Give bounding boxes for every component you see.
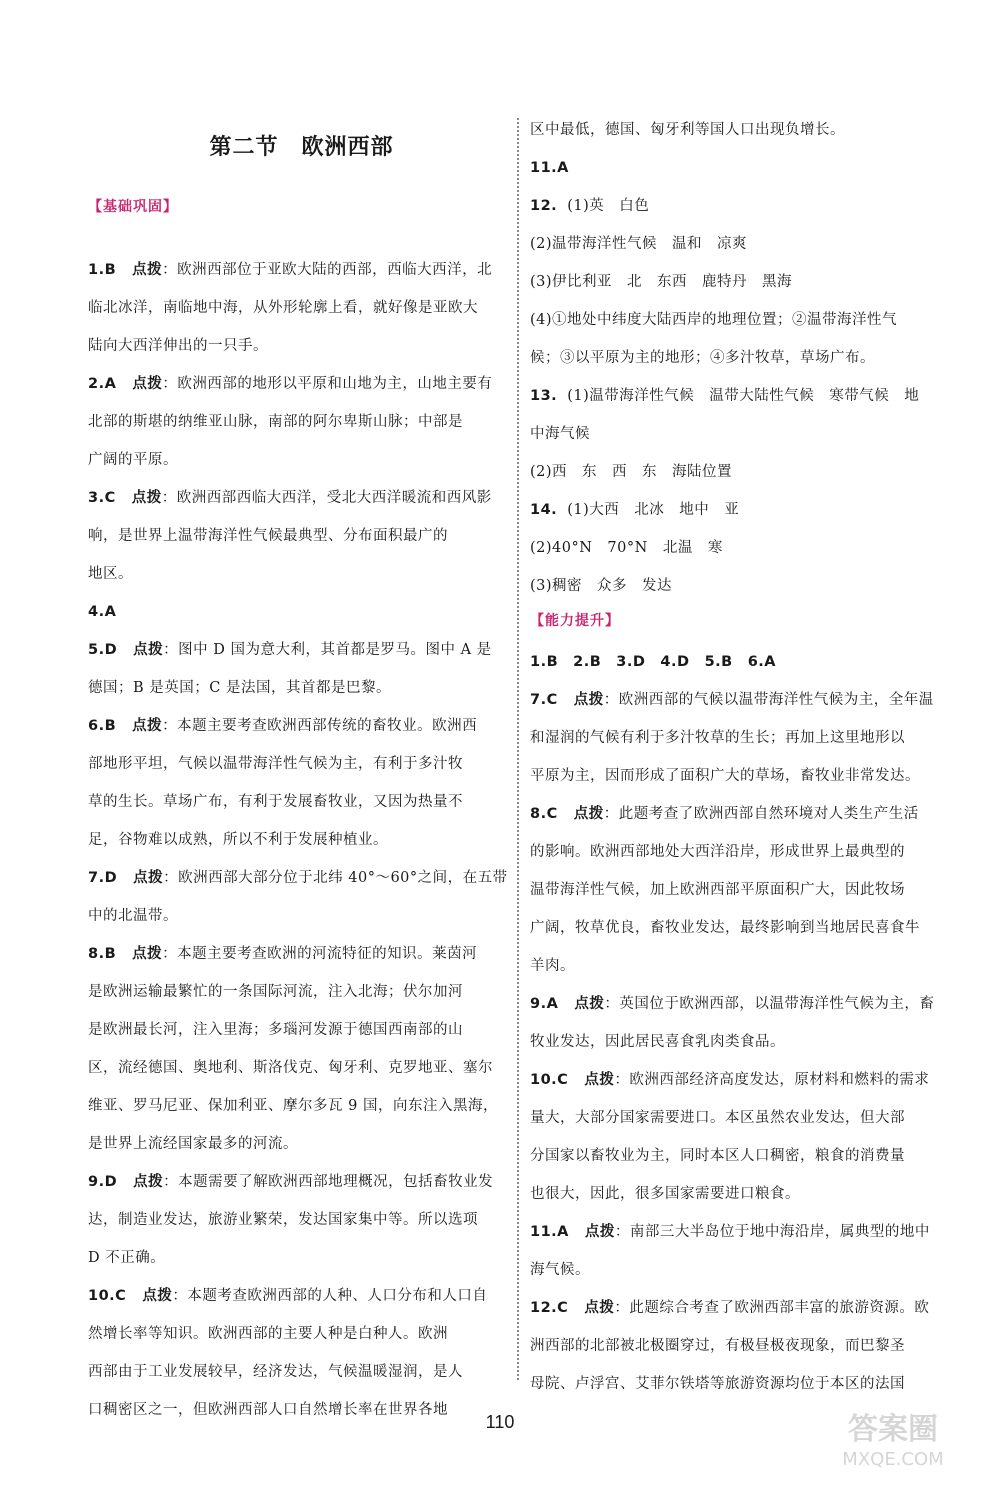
line-text: 分国家以畜牧业为主，同时本区人口稠密，粮食的消费量	[530, 1148, 905, 1164]
hint-label: 点拨	[132, 718, 163, 734]
question-number: 11.A	[530, 160, 569, 176]
hint-label: 点拨	[584, 1300, 615, 1316]
text-line	[530, 1222, 930, 1242]
text-line	[88, 830, 388, 850]
text-line	[530, 386, 919, 406]
line-text: (1)温带海洋性气候 温带大陆性气候 寒带气候 地	[567, 388, 920, 404]
line-text: 是世界上流经国家最多的河流。	[88, 1136, 298, 1152]
line-text: D 不正确。	[88, 1250, 166, 1266]
question-number: 7.D	[88, 870, 118, 886]
text-line	[530, 1374, 905, 1394]
line-text: (1)英 白色	[567, 198, 650, 214]
watermark-main: 答案圈	[848, 1412, 938, 1447]
line-text: (4)①地处中纬度大陆西岸的地理位置；②温带海洋性气	[530, 312, 898, 328]
text-line	[88, 716, 477, 736]
page-title: 第二节 欧洲西部	[209, 134, 394, 160]
text-line	[88, 298, 478, 318]
text-line	[530, 690, 934, 710]
watermark-logo	[805, 1403, 980, 1473]
line-text: 临北冰洋，南临地中海，从外形轮廓上看，就好像是亚欧大	[88, 300, 478, 316]
question-number: 7.C	[530, 692, 558, 708]
line-text: 候；③以平原为主的地形；④多汁牧草，草场广布。	[530, 350, 875, 366]
line-text: (3)稠密 众多 发达	[530, 578, 673, 594]
hint-label: 点拨	[584, 1072, 615, 1088]
line-text: 草的生长。草场广布，有利于发展畜牧业，又因为热量不	[88, 794, 463, 810]
question-number: 8.B	[88, 946, 117, 962]
text-line	[530, 576, 672, 596]
text-line	[88, 1210, 478, 1230]
text-line	[88, 1058, 493, 1078]
hint-label: 点拨	[584, 1224, 615, 1240]
line-text: 量大，大部分国家需要进口。本区虽然农业发达，但大部	[530, 1110, 905, 1126]
line-text: ：图中 D 国为意大利，其首都是罗马。图中 A 是	[163, 642, 492, 658]
line-text: 响，是世界上温带海洋性气候最典型、分布面积最广的	[88, 528, 448, 544]
text-line	[88, 1134, 298, 1154]
question-number: 6.B	[88, 718, 117, 734]
text-line	[88, 982, 463, 1002]
text-line	[88, 1248, 165, 1268]
line-text: (2)40°N 70°N 北温 寒	[530, 540, 723, 556]
text-line	[530, 462, 732, 482]
line-text: 口稠密区之一，但欧洲西部人口自然增长率在世界各地	[88, 1402, 448, 1418]
watermark-url: MXQE.COM	[842, 1449, 944, 1470]
text-line	[88, 564, 133, 584]
line-text: ：欧洲西部西临大西洋，受北大西洋暖流和西风影	[161, 490, 492, 506]
text-line	[530, 1260, 590, 1280]
line-text: 温带海洋性气候，加上欧洲西部平原面积广大，因此牧场	[530, 882, 905, 898]
text-line	[530, 1298, 929, 1318]
text-line	[530, 652, 776, 672]
question-number: 13.	[530, 388, 558, 404]
line-text: 中的北温带。	[88, 908, 178, 924]
question-number: 12.	[530, 198, 558, 214]
text-line	[88, 868, 508, 888]
page-number: 110	[485, 1412, 515, 1432]
question-number: 4.A	[88, 604, 117, 620]
hint-label: 点拨	[132, 946, 163, 962]
line-text: 西部由于工业发展较早，经济发达，气候温暖湿润，是人	[88, 1364, 463, 1380]
section-tag-advanced: 【能力提升】	[530, 613, 620, 629]
line-text: ：欧洲西部的地形以平原和山地为主，山地主要有	[162, 376, 493, 392]
question-number: 5.D	[88, 642, 118, 658]
text-line	[530, 804, 919, 824]
text-line	[88, 906, 178, 926]
line-text: (2)温带海洋性气候 温和 凉爽	[530, 236, 748, 252]
line-text: 维亚、罗马尼亚、保加利亚、摩尔多瓦 9 国，向东注入黑海，	[88, 1098, 498, 1114]
text-line	[530, 538, 723, 558]
line-text: 区中最低，德国、匈牙利等国人口出现负增长。	[530, 122, 845, 138]
text-line	[530, 1336, 905, 1356]
text-line	[530, 1146, 905, 1166]
hint-label: 点拨	[133, 1174, 164, 1190]
column-divider	[517, 118, 519, 1380]
text-line	[88, 944, 477, 964]
line-text: (2)西 东 西 东 海陆位置	[530, 464, 733, 480]
question-number: 12.C	[530, 1300, 569, 1316]
line-text: 北部的斯堪的纳维亚山脉，南部的阿尔卑斯山脉；中部是	[88, 414, 463, 430]
line-text: ：本题主要考查欧洲西部传统的畜牧业。欧洲西	[162, 718, 478, 734]
line-text: 也很大，因此，很多国家需要进口粮食。	[530, 1186, 800, 1202]
text-line	[88, 1020, 463, 1040]
line-text: 广阔，牧草优良，畜牧业发达，最终影响到当地居民喜食牛	[530, 920, 920, 936]
text-line	[530, 918, 920, 938]
section-tag-basic: 【基础巩固】	[88, 199, 178, 215]
text-line	[530, 1108, 905, 1128]
text-line	[88, 754, 463, 774]
hint-label: 点拨	[573, 692, 604, 708]
question-number: 2.A	[88, 376, 117, 392]
hint-label: 点拨	[133, 642, 164, 658]
line-text: 的影响。欧洲西部地处大西洋沿岸，形成世界上最典型的	[530, 844, 905, 860]
line-text: 陆向大西洋伸出的一只手。	[88, 338, 268, 354]
line-text: 足，谷物难以成熟，所以不利于发展种植业。	[88, 832, 388, 848]
text-line	[88, 450, 178, 470]
text-line	[88, 374, 492, 394]
text-line	[530, 1184, 800, 1204]
text-line	[530, 272, 792, 292]
text-line	[530, 994, 934, 1014]
line-text: (3)伊比利亚 北 东西 鹿特丹 黑海	[530, 274, 793, 290]
line-text: 洲西部的北部被北极圈穿过，有极昼极夜现象，而巴黎圣	[530, 1338, 905, 1354]
line-text: ：此题考查了欧洲西部自然环境对人类生产生活	[603, 806, 919, 822]
hint-label: 点拨	[132, 262, 163, 278]
text-line	[88, 678, 391, 698]
line-text: ：南部三大半岛位于地中海沿岸，属典型的地中	[614, 1224, 930, 1240]
question-number: 10.C	[530, 1072, 569, 1088]
text-line	[88, 526, 448, 546]
text-line	[530, 728, 905, 748]
line-text: 母院、卢浮宫、艾菲尔铁塔等旅游资源均位于本区的法国	[530, 1376, 905, 1392]
line-text: 和湿润的气候有利于多汁牧草的生长；再加上这里地形以	[530, 730, 905, 746]
text-line	[88, 1172, 493, 1192]
line-text: 牧业发达，因此居民喜食乳肉类食品。	[530, 1034, 785, 1050]
question-number: 10.C	[88, 1288, 127, 1304]
line-text: 是欧洲最长河，注入里海；多瑙河发源于德国西南部的山	[88, 1022, 463, 1038]
text-line	[530, 120, 845, 140]
text-line	[530, 424, 590, 444]
line-text: 地区。	[88, 566, 133, 582]
line-text: ：欧洲西部的气候以温带海洋性气候为主，全年温	[603, 692, 934, 708]
text-line	[88, 1286, 487, 1306]
line-text: ：本题需要了解欧洲西部地理概况，包括畜牧业发	[163, 1174, 494, 1190]
line-text: ：欧洲西部大部分位于北纬 40°～60°之间，在五带	[163, 870, 508, 886]
text-line	[88, 488, 492, 508]
question-number: 9.D	[88, 1174, 118, 1190]
line-text: ：欧洲西部经济高度发达，原材料和燃料的需求	[614, 1072, 930, 1088]
text-line	[88, 792, 463, 812]
question-number: 9.A	[530, 996, 559, 1012]
question-number: 11.A	[530, 1224, 569, 1240]
line-text: ：欧洲西部位于亚欧大陆的西部，西临大西洋，北	[162, 262, 493, 278]
text-line	[88, 260, 492, 280]
question-number: 1.B 2.B 3.D 4.D 5.B 6.A	[530, 654, 777, 670]
text-line	[530, 158, 569, 178]
text-line	[530, 880, 905, 900]
hint-label: 点拨	[142, 1288, 173, 1304]
text-line	[530, 1032, 785, 1052]
line-text: (1)大西 北冰 地中 亚	[567, 502, 740, 518]
question-number: 3.C	[88, 490, 116, 506]
question-number: 1.B	[88, 262, 117, 278]
text-line	[530, 766, 920, 786]
text-line	[530, 500, 739, 520]
question-number: 14.	[530, 502, 558, 518]
line-text: 部地形平坦，气候以温带海洋性气候为主，有利于多汁牧	[88, 756, 463, 772]
line-text: ：本题考查欧洲西部的人种、人口分布和人口自	[172, 1288, 488, 1304]
text-line	[88, 1362, 463, 1382]
line-text: ：本题主要考查欧洲的河流特征的知识。莱茵河	[162, 946, 478, 962]
line-text: 达，制造业发达，旅游业繁荣，发达国家集中等。所以选项	[88, 1212, 478, 1228]
text-line	[530, 956, 575, 976]
line-text: 是欧洲运输最繁忙的一条国际河流，注入北海；伏尔加河	[88, 984, 463, 1000]
line-text: 平原为主，因而形成了面积广大的草场，畜牧业非常发达。	[530, 768, 920, 784]
hint-label: 点拨	[133, 870, 164, 886]
text-line	[530, 310, 897, 330]
line-text: 区，流经德国、奥地利、斯洛伐克、匈牙利、克罗地亚、塞尔	[88, 1060, 493, 1076]
line-text: ：英国位于欧洲西部，以温带海洋性气候为主，畜	[604, 996, 935, 1012]
text-line	[88, 602, 116, 622]
text-line	[88, 1324, 448, 1344]
text-line	[530, 196, 649, 216]
question-number: 8.C	[530, 806, 558, 822]
text-line	[88, 336, 268, 356]
hint-label: 点拨	[574, 996, 605, 1012]
hint-label: 点拨	[131, 490, 162, 506]
line-text: 羊肉。	[530, 958, 575, 974]
line-text: 广阔的平原。	[88, 452, 178, 468]
line-text: 中海气候	[530, 426, 590, 442]
text-line	[88, 412, 463, 432]
line-text: 然增长率等知识。欧洲西部的主要人种是白种人。欧洲	[88, 1326, 448, 1342]
text-line	[88, 640, 492, 660]
hint-label: 点拨	[573, 806, 604, 822]
text-line	[530, 348, 875, 368]
text-line	[530, 1070, 929, 1090]
hint-label: 点拨	[132, 376, 163, 392]
line-text: 德国；B 是英国；C 是法国，其首都是巴黎。	[88, 680, 391, 696]
line-text: 海气候。	[530, 1262, 590, 1278]
text-line	[530, 234, 747, 254]
line-text: ：此题综合考查了欧洲西部丰富的旅游资源。欧	[614, 1300, 930, 1316]
text-line	[88, 1096, 498, 1116]
text-line	[530, 842, 905, 862]
